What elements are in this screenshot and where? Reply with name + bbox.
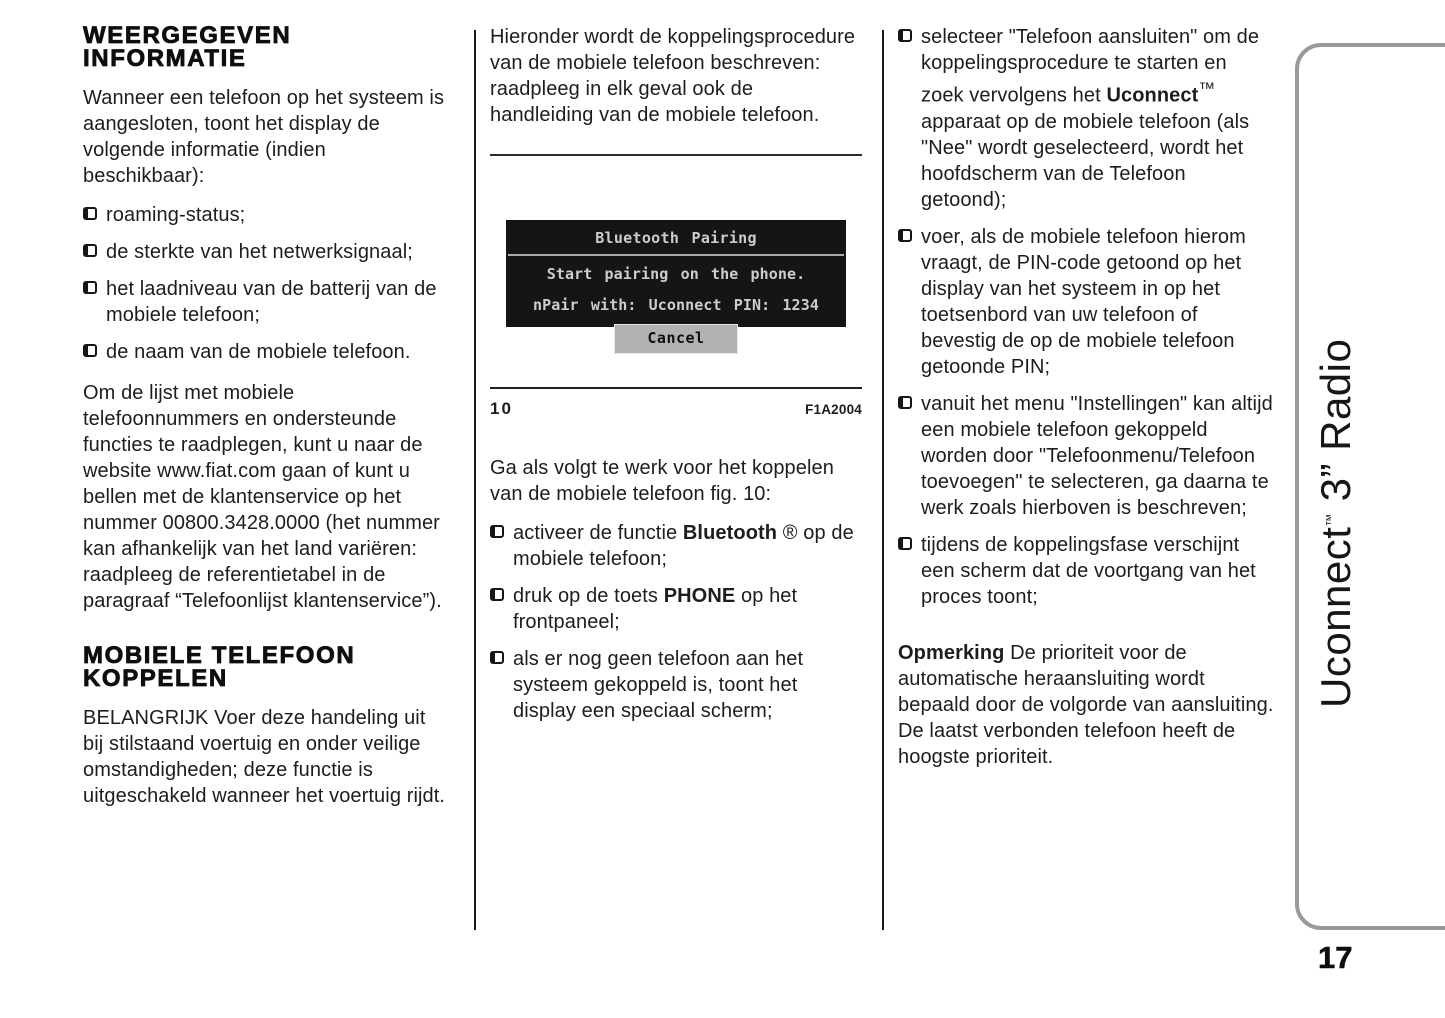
checkbox-bullet-icon: [898, 396, 912, 409]
figure-top-rule: [490, 154, 862, 156]
heading-line: KOPPELEN: [83, 665, 228, 692]
column-divider: [882, 30, 884, 930]
list-item-text: de sterkte van het netwerksignaal;: [106, 241, 413, 263]
list-item: [490, 520, 862, 572]
checkbox-bullet-icon: [898, 229, 912, 242]
screen-line: nPair with: Uconnect PIN: 1234: [533, 296, 819, 314]
list-item-text: roaming-status;: [106, 204, 246, 226]
heading-line: INFORMATIE: [83, 45, 247, 72]
list-item: [898, 224, 1274, 380]
list-item-bold: Bluetooth: [682, 522, 778, 544]
list-item-text: als er nog geen telefoon aan het systeem gekoppeld is, toont het display een speciaal scherm;: [513, 648, 804, 722]
list-item-bold: PHONE: [663, 585, 736, 607]
bullet-list: [898, 24, 1274, 610]
note-label: Opmerking: [898, 641, 1005, 664]
list-item: [83, 339, 447, 365]
heading-line: MOBIELE TELEFOON: [83, 642, 356, 669]
section-heading-weergegeven-informatie: [83, 24, 447, 70]
checkbox-bullet-icon: [83, 244, 97, 257]
checkbox-bullet-icon: [83, 344, 97, 357]
screen-title: Bluetooth Pairing: [595, 229, 757, 247]
trademark-symbol: ™: [1198, 79, 1216, 98]
list-item: [898, 532, 1274, 610]
tab-title-rest: 3” Radio: [1312, 338, 1359, 514]
list-item-text: selecteer "Telefoon aansluiten" om de koppelingsprocedure te starten en zoek vervolgens het: [921, 26, 1260, 107]
bullet-list: [83, 202, 447, 365]
sidebar-tab-title: [1312, 339, 1360, 708]
checkbox-bullet-icon: [898, 537, 912, 550]
figure-screen-bluetooth-pairing: [506, 220, 846, 347]
paragraph: BELANGRIJK Voer deze handeling uit bij stilstaand voertuig en onder veilige omstandigheden; deze functie is uitgeschakeld wanneer het voertuig rijdt.: [83, 707, 446, 807]
list-item-text: druk op de toets: [513, 585, 664, 607]
list-item-text: voer, als de mobiele telefoon hierom vraagt, de PIN-code getoond op het display van het systeem in op het toetsenbord van uw telefoon of bevestig de op de mobiele telefoon getoonde PIN;: [921, 225, 1246, 378]
list-item: [898, 24, 1274, 213]
figure-cancel-button: Cancel: [614, 324, 738, 354]
checkbox-bullet-icon: [83, 281, 97, 294]
note-paragraph: [898, 640, 1274, 770]
paragraph: Ga als volgt te werk voor het koppelen van de mobiele telefoon fig. 10:: [490, 457, 834, 505]
paragraph: Wanneer een telefoon op het systeem is aangesloten, toont het display de volgende informatie (indien beschikbaar):: [83, 87, 445, 187]
checkbox-bullet-icon: [490, 588, 504, 601]
list-item-text: de naam van de mobiele telefoon.: [106, 341, 411, 363]
list-item-text: tijdens de koppelingsfase verschijnt een scherm dat de voortgang van het proces toont;: [921, 533, 1256, 608]
list-item-bold: Uconnect: [1106, 84, 1199, 107]
list-item: [83, 202, 447, 228]
list-item: [83, 239, 447, 265]
page-number: 17: [1318, 940, 1353, 975]
section-heading-mobiele-telefoon-koppelen: [83, 644, 447, 690]
list-item: [898, 391, 1274, 521]
right-column: [898, 24, 1274, 770]
screen-line: Start pairing on the phone.: [546, 265, 806, 283]
list-item-text: het laadniveau van de batterij van de mobiele telefoon;: [106, 278, 437, 326]
middle-column: [490, 24, 862, 735]
figure-caption: [490, 387, 862, 423]
list-item: [490, 646, 862, 724]
tab-title-main: Uconnect: [1312, 526, 1359, 708]
list-item-text: apparaat op de mobiele telefoon (als "Nee" wordt geselecteerd, wordt het hoofdscherm van de Telefoon getoond);: [921, 110, 1250, 211]
checkbox-bullet-icon: [490, 651, 504, 664]
paragraph: Om de lijst met mobiele telefoonnummers en ondersteunde functies te raadplegen, kunt u naar de website www.fiat.com gaan of kunt u bellen met de klantenservice op het nummer 00800.3428.0000 (het nummer kan afhankelijk van het land variëren: raadpleeg de referentietabel in de paragraaf “Telefoonlijst klantenservice”).: [83, 382, 442, 612]
note-text: De prioriteit voor de automatische heraansluiting wordt bepaald door de volgorde van aansluiting. De laatst verbonden telefoon heeft de hoogste prioriteit.: [898, 641, 1274, 768]
figure-number: 10: [490, 399, 513, 418]
checkbox-bullet-icon: [83, 207, 97, 220]
checkbox-bullet-icon: [490, 525, 504, 538]
list-item-text: activeer de functie: [513, 522, 683, 544]
figure-code: F1A2004: [805, 402, 862, 417]
trademark-symbol: ™: [1323, 513, 1338, 527]
column-divider: [474, 30, 476, 930]
list-item-text: op het frontpaneel;: [513, 585, 798, 633]
left-column: [83, 24, 447, 809]
heading-line: WEERGEGEVEN: [83, 22, 292, 49]
screen-divider: [508, 254, 844, 256]
paragraph: Hieronder wordt de koppelingsprocedure van de mobiele telefoon beschreven: raadpleeg in elk geval ook de handleiding van de mobiele telefoon.: [490, 26, 856, 126]
list-item-text: vanuit het menu "Instellingen" kan altijd een mobiele telefoon gekoppeld worden door "Telefoonmenu/Telefoon toevoegen" te selecteren, ga daarna te werk zoals hierboven is beschreven;: [921, 392, 1273, 519]
list-item-text: ® op de mobiele telefoon;: [513, 522, 854, 570]
bullet-list: [490, 520, 862, 724]
checkbox-bullet-icon: [898, 29, 912, 42]
list-item: [490, 583, 862, 635]
list-item: [83, 276, 447, 328]
